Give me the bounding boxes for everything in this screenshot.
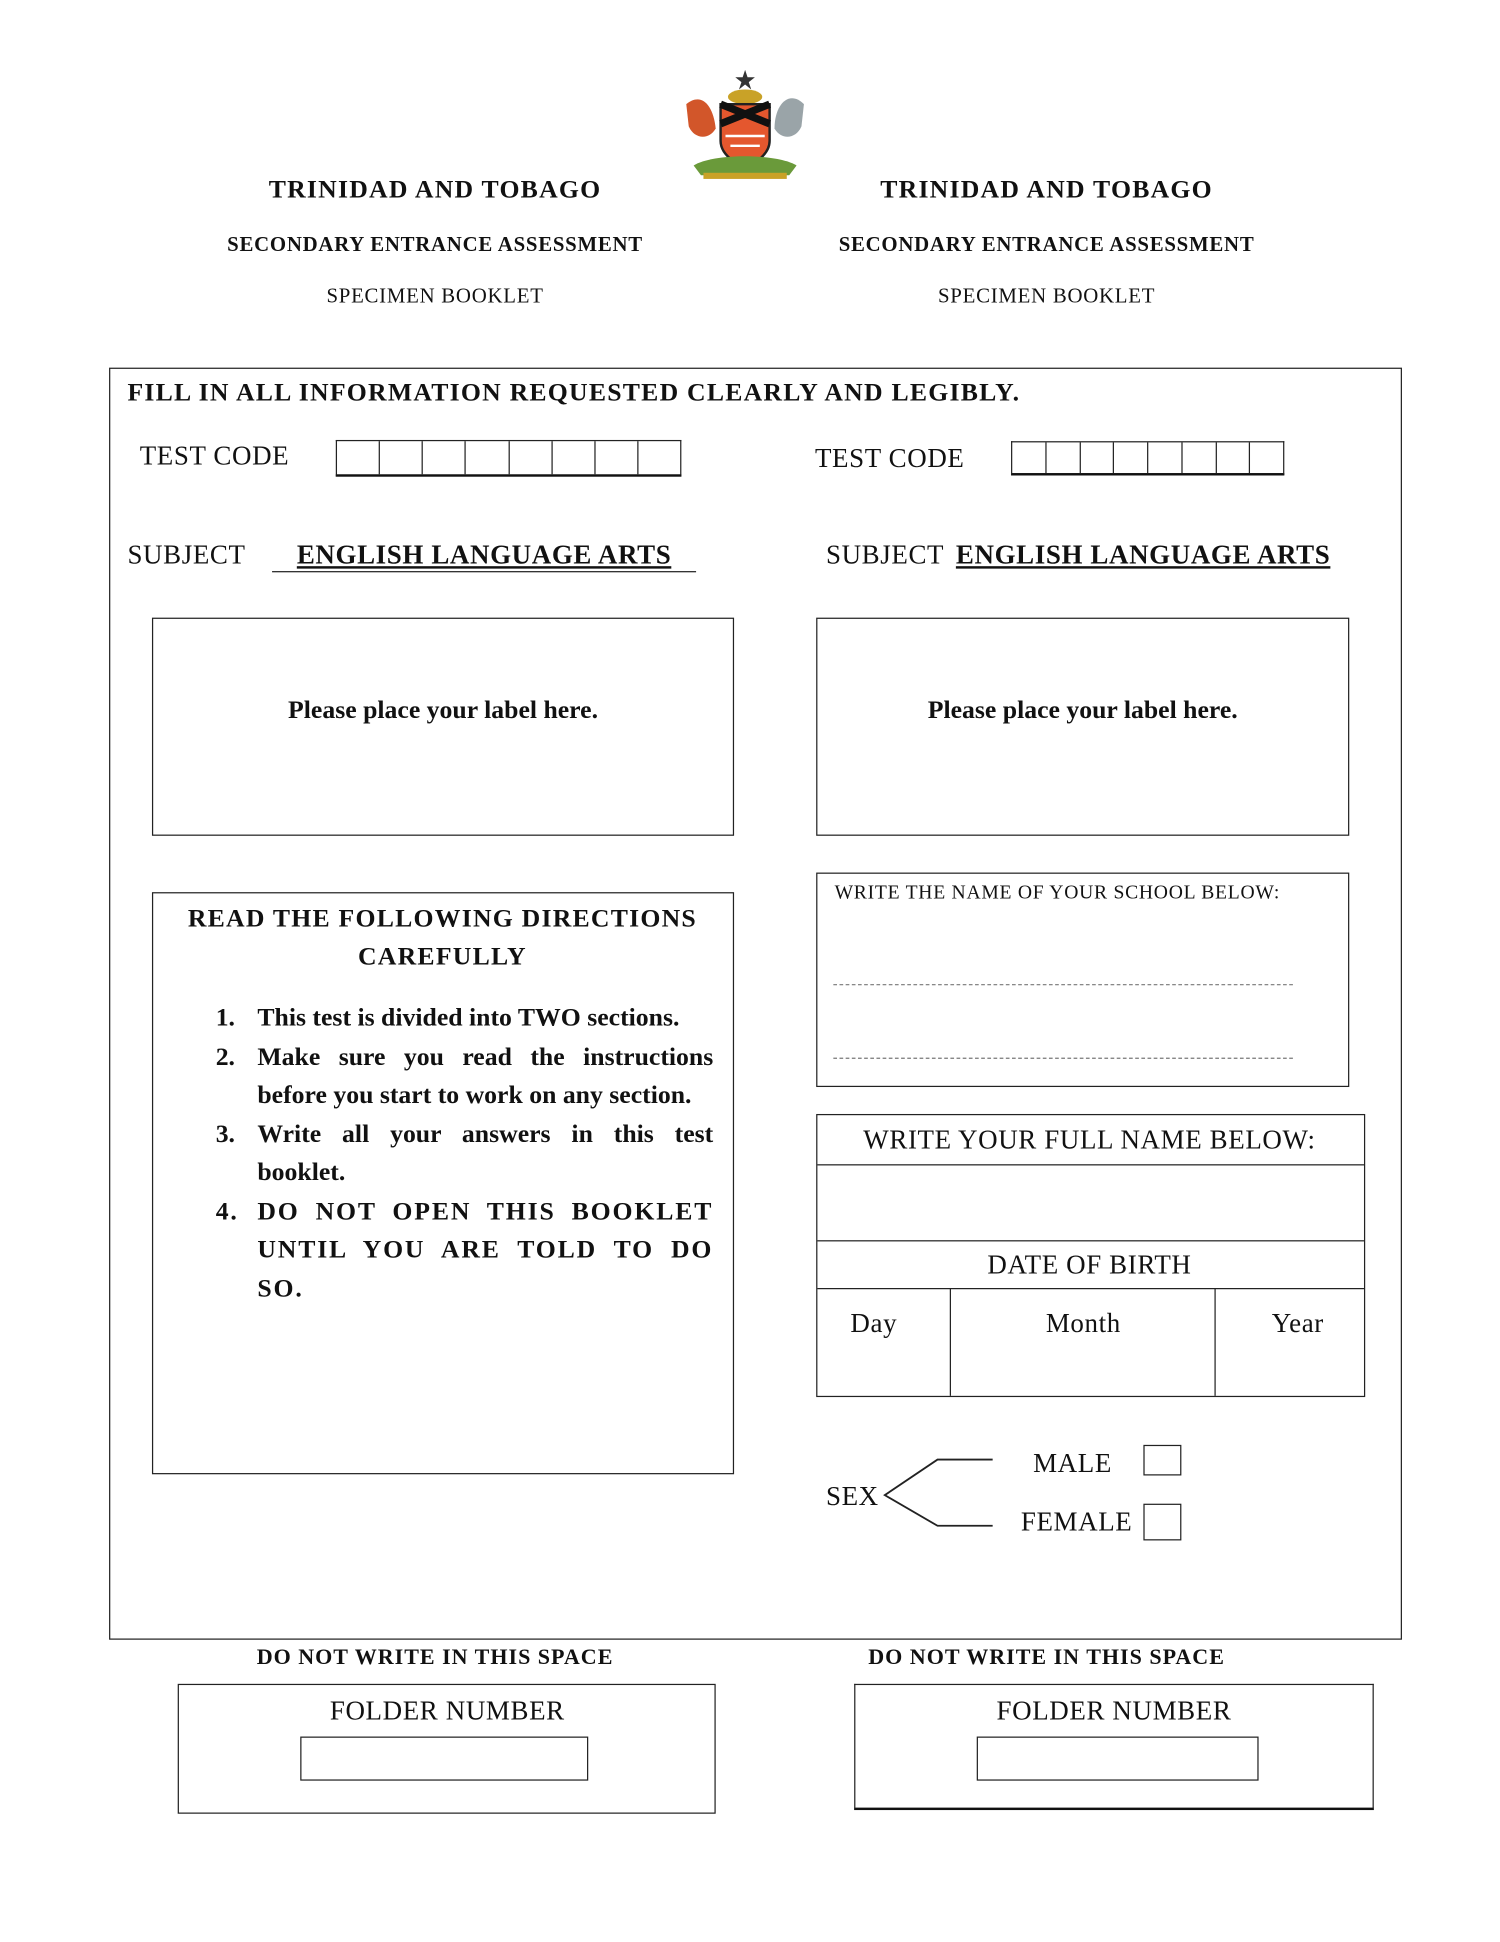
- directions-title-line2: CAREFULLY: [357, 941, 527, 971]
- dob-day-input[interactable]: [817, 1289, 949, 1396]
- country-title-right: TRINIDAD AND TOBAGO: [880, 174, 1213, 204]
- exam-title-left: SECONDARY ENTRANCE ASSESSMENT: [227, 232, 643, 257]
- school-name-box[interactable]: [816, 873, 1349, 1087]
- divider: [817, 1240, 1364, 1241]
- test-code-input-left[interactable]: [336, 440, 682, 477]
- direction-item: [216, 999, 714, 1038]
- test-code-input-right[interactable]: [1011, 441, 1284, 475]
- dob-month-input[interactable]: [952, 1289, 1214, 1396]
- dob-label: DATE OF BIRTH: [987, 1248, 1192, 1280]
- fill-instruction: FILL IN ALL INFORMATION REQUESTED CLEARLY AND LEGIBLY.: [127, 377, 1021, 407]
- subject-value-right: ENGLISH LANGUAGE ARTS: [955, 539, 1331, 570]
- subject-label-left: SUBJECT: [127, 539, 246, 570]
- folder-number-box-right: [854, 1684, 1374, 1810]
- male-label: MALE: [1033, 1447, 1112, 1478]
- coat-of-arms-logo: [676, 67, 813, 183]
- directions-list: [216, 999, 714, 1308]
- direction-text: This test is divided into TWO sections.: [257, 1002, 680, 1032]
- label-area-left: [152, 618, 734, 836]
- dob-day-label: Day: [850, 1307, 898, 1339]
- direction-item: [216, 1192, 714, 1308]
- direction-item: [216, 1037, 714, 1114]
- male-checkbox[interactable]: [1143, 1445, 1181, 1476]
- direction-text: Make sure you read the instructions before you start to work on any section.: [257, 1041, 714, 1110]
- divider: [950, 1288, 951, 1396]
- full-name-label: WRITE YOUR FULL NAME BELOW:: [863, 1123, 1316, 1155]
- direction-text: Write all your answers in this test booklet.: [257, 1118, 714, 1187]
- direction-number: 2.: [215, 1041, 235, 1071]
- direction-number: 3.: [215, 1118, 235, 1148]
- subject-label-right: SUBJECT: [825, 539, 945, 570]
- directions-title-line1: READ THE FOLLOWING DIRECTIONS: [187, 903, 697, 933]
- sex-bracket-icon: [882, 1456, 998, 1532]
- test-code-label-right: TEST CODE: [814, 442, 965, 474]
- dob-month-label: Month: [1045, 1307, 1121, 1339]
- label-placeholder-left: Please place your label here.: [288, 694, 599, 725]
- folder-number-label-right: FOLDER NUMBER: [996, 1694, 1232, 1726]
- female-label: FEMALE: [1020, 1506, 1133, 1537]
- folder-number-input-left[interactable]: [300, 1737, 588, 1781]
- booklet-title-right: SPECIMEN BOOKLET: [937, 284, 1156, 308]
- office-notice-left: DO NOT WRITE IN THIS SPACE: [256, 1644, 614, 1670]
- direction-number: 4.: [215, 1195, 239, 1225]
- dob-year-input[interactable]: [1217, 1289, 1364, 1396]
- direction-item: [216, 1115, 714, 1192]
- subject-value-left: ENGLISH LANGUAGE ARTS: [272, 539, 696, 572]
- test-code-label-left: TEST CODE: [139, 439, 290, 471]
- female-checkbox[interactable]: [1143, 1504, 1181, 1541]
- folder-number-box-left: [178, 1684, 716, 1814]
- direction-text: DO NOT OPEN THIS BOOKLET UNTIL YOU ARE TOLD TO DO SO.: [257, 1195, 714, 1303]
- divider: [1214, 1288, 1215, 1396]
- folder-number-input-right[interactable]: [977, 1737, 1259, 1781]
- label-placeholder-right: Please place your label here.: [927, 694, 1238, 725]
- country-title-left: TRINIDAD AND TOBAGO: [268, 174, 602, 204]
- office-notice-right: DO NOT WRITE IN THIS SPACE: [868, 1644, 1225, 1670]
- school-name-line-2[interactable]: [833, 1058, 1293, 1059]
- school-name-line-1[interactable]: [833, 984, 1293, 985]
- label-area-right: [816, 618, 1349, 836]
- dob-year-label: Year: [1271, 1307, 1324, 1339]
- full-name-input[interactable]: [817, 1164, 1364, 1240]
- booklet-title-left: SPECIMEN BOOKLET: [326, 284, 544, 308]
- school-name-label: WRITE THE NAME OF YOUR SCHOOL BELOW:: [834, 882, 1281, 904]
- sex-label: SEX: [825, 1480, 879, 1512]
- exam-title-right: SECONDARY ENTRANCE ASSESSMENT: [838, 232, 1255, 257]
- direction-number: 1.: [215, 1002, 235, 1032]
- folder-number-label-left: FOLDER NUMBER: [329, 1694, 565, 1726]
